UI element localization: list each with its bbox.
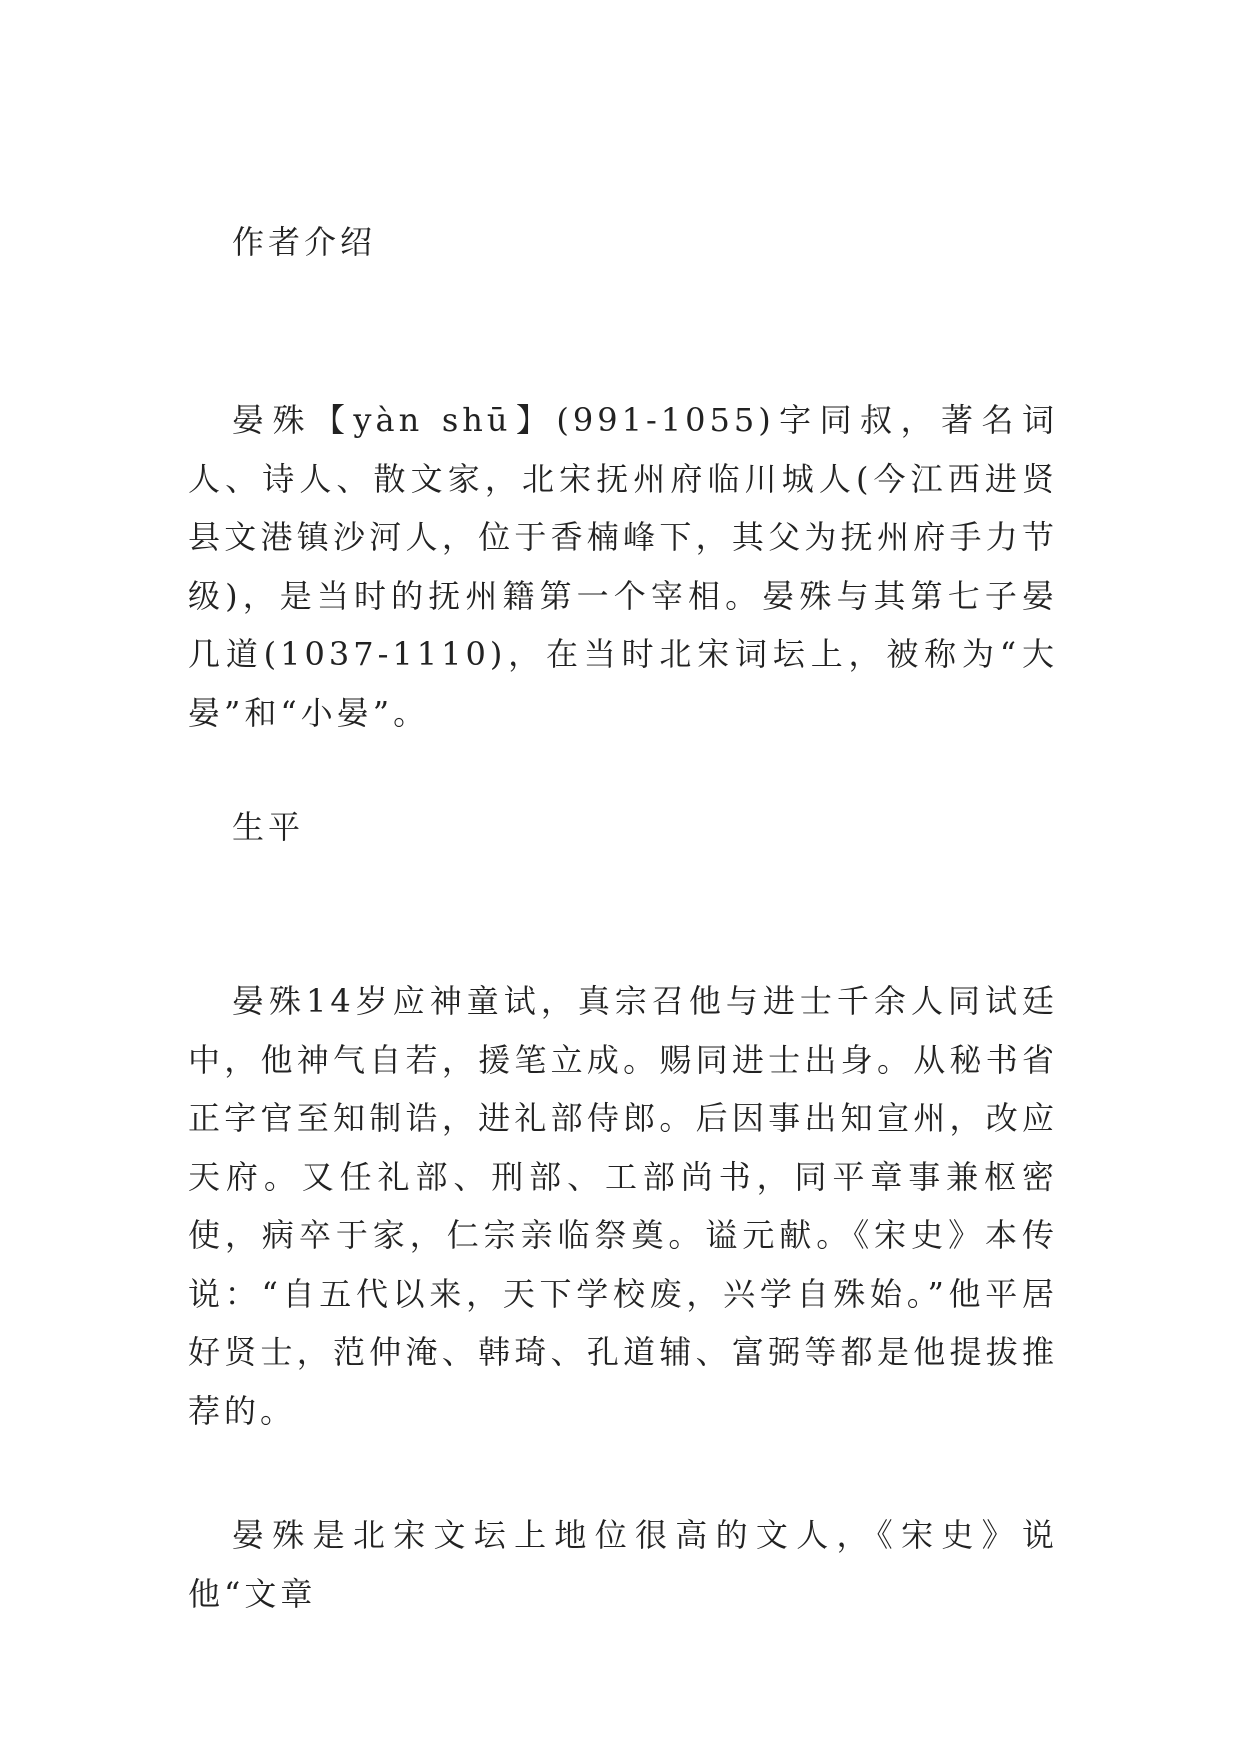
heading-life: 生平 <box>232 808 305 846</box>
paragraph-literary-status: 晏殊是北宋文坛上地位很高的文人，《宋史》说他“文章 <box>188 1516 1058 1613</box>
paragraph-author-intro: 晏殊【yàn shū】(991-1055)字同叔，著名词人、诗人、散文家，北宋抚州府临川城人(今江西进贤县文港镇沙河人，位于香楠峰下，其父为抚州府手力节级)，是当时的抚州籍第一个宰相。晏殊与其第七子晏几道(1037-1110)，在当时北宋词坛上，被称为“大晏”和“小晏”。 <box>188 401 1058 732</box>
paragraph-life: 晏殊14岁应神童试，真宗召他与进士千余人同试廷中，他神气自若，援笔立成。赐同进士出身。从秘书省正字官至知制诰，进礼部侍郎。后因事出知宣州，改应天府。又任礼部、刑部、工部尚书，同平章事兼枢密使，病卒于家，仁宗亲临祭奠。谥元献。《宋史》本传说：“自五代以来，天下学校废，兴学自殊始。”他平居好贤士，范仲淹、韩琦、孔道辅、富弼等都是他提拔推荐的。 <box>188 982 1058 1430</box>
heading-author-intro: 作者介绍 <box>232 223 377 261</box>
